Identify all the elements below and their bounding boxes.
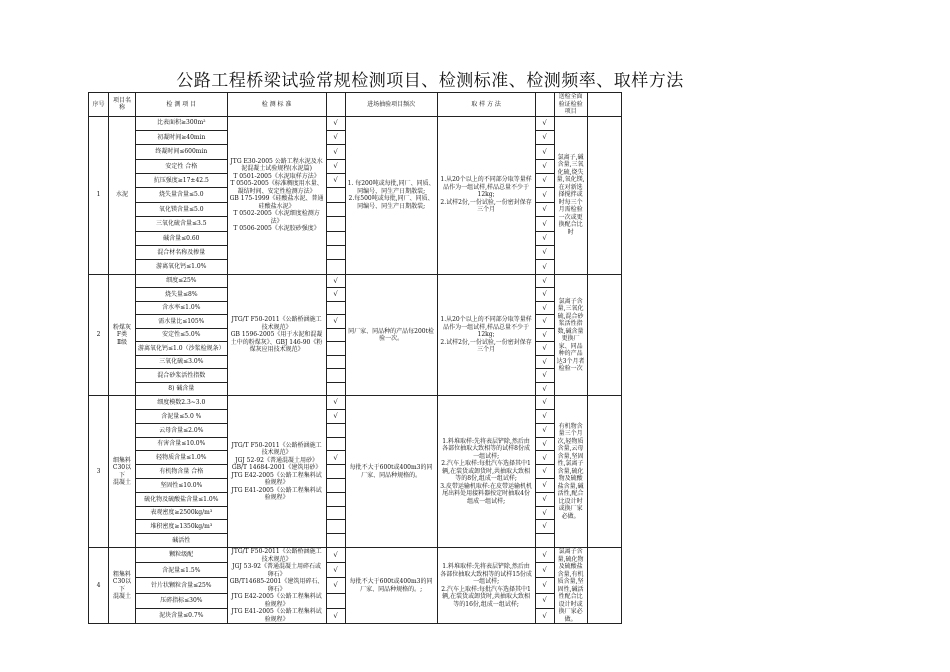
check-mark (326, 202, 345, 216)
test-item: 初凝时间≥40min (136, 130, 228, 144)
check-mark (326, 593, 345, 608)
check-mark (326, 520, 345, 534)
test-item: 泥块含量≤0.7% (136, 608, 228, 623)
lab-check-mark: √ (535, 396, 554, 410)
test-item: 8) 碱含量 (136, 382, 228, 396)
table-row (89, 548, 622, 563)
lab-check-mark: √ (535, 217, 554, 231)
lab-check-mark: √ (535, 479, 554, 493)
blank-cell (587, 548, 621, 624)
header-name: 项目名称 (109, 93, 136, 117)
check-mark: √ (326, 174, 345, 188)
check-mark (326, 492, 345, 506)
test-item: 安定性 合格 (136, 159, 228, 173)
header-sampling: 取 样 方 法 (437, 93, 535, 117)
test-item: 细度模数2.3~3.0 (136, 396, 228, 410)
group-name: 粗集料 C30以下 混凝土 (109, 548, 136, 624)
check-mark: √ (326, 130, 345, 144)
group-seq: 2 (89, 274, 109, 396)
group-name: 粉煤灰 F类 Ⅱ级 (109, 274, 136, 396)
lab-check-mark: √ (535, 231, 554, 245)
check-mark: √ (326, 159, 345, 173)
lab-items: 氯离子含量,硫化物及硫酸盐含量,有机质含量,坚固性,碱活性配合比设计时或换厂家必做。 (554, 548, 587, 624)
header-blank-2 (535, 93, 554, 117)
test-item: 安定性≤5.0% (136, 328, 228, 342)
check-mark: √ (326, 578, 345, 593)
lab-check-mark: √ (535, 159, 554, 173)
lab-check-mark: √ (535, 520, 554, 534)
table-row (89, 396, 622, 410)
lab-check-mark: √ (535, 202, 554, 216)
sampling-method: 1.从20个以上的不同部分取等量样品作为一组试样,样品总量不少于12kg; 2.试样2份,一份试验,一份密封保存三个月 (437, 274, 535, 396)
check-mark: √ (326, 274, 345, 288)
test-item: 三氧化硫含量≤3.5 (136, 217, 228, 231)
lab-items: 氯离子,碱含量,三氧化硫,烧失量,氧化镁,在对新选择搅拌或时每三个月需检验一次或更换配合比时 (554, 116, 587, 274)
lab-check-mark: √ (535, 506, 554, 520)
sampling-method: 1.从20个以上的不同部分取等量样品作为一组试样,样品总量不少于12kg; 2.试样2份,一份试验,一份密封保存三个月 (437, 116, 535, 274)
test-item: 混合材名称及掺量 (136, 246, 228, 260)
group-name: 水泥 (109, 116, 136, 274)
check-mark: √ (326, 410, 345, 424)
check-mark (326, 382, 345, 396)
check-mark: √ (326, 396, 345, 410)
lab-check-mark: √ (535, 145, 554, 159)
page-title: 公路工程桥梁试验常规检测项目、检测标准、检测频率、取样方法 (176, 71, 684, 91)
test-item: 碱含量≤0.60 (136, 231, 228, 245)
test-item: 颗粒级配 (136, 548, 228, 563)
test-item: 针片状颗粒含量≤25% (136, 578, 228, 593)
header-standard: 检 测 标 准 (227, 93, 326, 117)
sampling-frequency: 同厂家、同品种的产品每200t检验一次。 (345, 274, 437, 396)
lab-check-mark: √ (535, 410, 554, 424)
lab-check-mark: √ (535, 130, 554, 144)
lab-check-mark: √ (535, 274, 554, 288)
check-mark (326, 342, 345, 356)
group-seq: 1 (89, 116, 109, 274)
blank-cell (587, 396, 621, 548)
check-mark (326, 217, 345, 231)
check-mark (326, 260, 345, 274)
test-item: 有害含量≤10.0% (136, 437, 228, 451)
lab-check-mark: √ (535, 116, 554, 130)
check-mark: √ (326, 116, 345, 130)
test-item: 需水量比≤105% (136, 315, 228, 329)
lab-check-mark: √ (535, 608, 554, 623)
check-mark (326, 465, 345, 479)
lab-check-mark: √ (535, 451, 554, 465)
check-mark (326, 534, 345, 548)
lab-check-mark: √ (535, 465, 554, 479)
lab-items: 有机物含量三个月次,轻物质含量,云母含量,坚固性,氯离子含量,硫化物及硫酸盐含量,碱活性,配合比设计时或换厂家必做。 (554, 396, 587, 548)
lab-check-mark: √ (535, 342, 554, 356)
lab-check-mark: √ (535, 246, 554, 260)
header-blank-3 (587, 93, 621, 117)
test-item: 云母含量≤2.0% (136, 423, 228, 437)
check-mark (326, 188, 345, 202)
lab-items: 氯离子含量,三氧化硫,混合砂浆活性指数,碱含量更换厂家、同品种的产品达3个月者检验一次 (554, 274, 587, 396)
sampling-frequency: 每批不大于600t或400m3的同厂家、同品种规格的。 (345, 396, 437, 548)
group-seq: 3 (89, 396, 109, 548)
check-mark (326, 301, 345, 315)
test-item: 比表面积≥300m² (136, 116, 228, 130)
check-mark: √ (326, 608, 345, 623)
lab-check-mark: √ (535, 492, 554, 506)
test-item: 压碎指标≤30% (136, 593, 228, 608)
lab-check-mark: √ (535, 355, 554, 369)
check-mark (326, 231, 345, 245)
test-item: 有机物含量 合格 (136, 465, 228, 479)
lab-check-mark: √ (535, 174, 554, 188)
check-mark (326, 479, 345, 493)
test-item: 烧失量≤8% (136, 288, 228, 302)
sampling-method: 1.料堆取样:先将表层铲除,然后由各部位抽取大致相等的试样8份成一组试样; 2.汽车上取样:每批汽车选择其中1辆,在装货或卸货时,共抽取大致相等的8份,组成一组试样; 3.皮带运输机取样:在皮带运输机机尾出料处用接料器按定时抽取4份组成一组试样; (437, 396, 535, 548)
test-item: 终凝时间≤600min (136, 145, 228, 159)
check-mark: √ (326, 288, 345, 302)
test-item: 含水率≤1.0% (136, 301, 228, 315)
blank-cell (587, 274, 621, 396)
lab-check-mark: √ (535, 288, 554, 302)
lab-check-mark: √ (535, 423, 554, 437)
test-item: 含泥量≤5.0 % (136, 410, 228, 424)
lab-check-mark: √ (535, 563, 554, 578)
lab-check-mark: √ (535, 437, 554, 451)
test-item: 抗压强度≥17±42.5 (136, 174, 228, 188)
lab-check-mark (535, 534, 554, 548)
test-standard: JTG/T F50-2011《公路桥涵施工技术规范》 GB 1596-2005《用于水泥和混凝土中的粉煤灰》、GBJ 146-90《粉煤灰应用技术规范》 (227, 274, 326, 396)
lab-check-mark: √ (535, 328, 554, 342)
group-seq: 4 (89, 548, 109, 624)
test-item: 三氧化硫≤3.0% (136, 355, 228, 369)
check-mark (326, 369, 345, 383)
test-item: 游离氧化钙≤1.0% (136, 260, 228, 274)
check-mark: √ (326, 315, 345, 329)
test-item: 游离氧化钙≤1.0（沙浆检规条） (136, 342, 228, 356)
test-item: 轻物质含量≤1.0% (136, 451, 228, 465)
table-row (89, 116, 622, 130)
lab-check-mark: √ (535, 369, 554, 383)
header-items: 检 测 项 目 (136, 93, 228, 117)
test-item: 细度≤25% (136, 274, 228, 288)
group-name: 细集料 C30以下 混凝土 (109, 396, 136, 548)
check-mark (326, 355, 345, 369)
lab-check-mark: √ (535, 188, 554, 202)
lab-check-mark: √ (535, 260, 554, 274)
header-blank (326, 93, 345, 117)
lab-check-mark: √ (535, 315, 554, 329)
sampling-frequency: 每批不大于600t或400m3的同厂家、同品种规格的。; (345, 548, 437, 624)
lab-check-mark: √ (535, 593, 554, 608)
test-item: 坚固性≤10.0% (136, 479, 228, 493)
test-standard: JTG/T F50-2011《公路桥涵施工技术规范》 JGJ 52-92《普通混凝土用砂》 GB/T 14684-2001《建筑用砂》 JTG E42-2005《公路工程集料试验规程》 JTG E41-2005《公路工程集料试验规程》 (227, 396, 326, 548)
table-row (89, 274, 622, 288)
blank-cell (587, 116, 621, 274)
check-mark (326, 506, 345, 520)
sampling-method: 1.料堆取样:先将表层铲除,然后由各部位抽取大致相等的试样15份成一组试样; 2.汽车上取样:每批汽车选择其中1辆,在装货或卸货时,共抽取大致相等的16份,组成一组试样; (437, 548, 535, 624)
test-standard: JTG E30-2005 公路工程水泥及水泥混凝土试验规程(水泥篇) T 0501-2005《水泥取样方法》 T 0505-2005《标准稠度用水量、凝结时间、安定性检测方法》 GB 175-1999《硅酸盐水泥、普通硅酸盐水泥》 T 0502-2005《水泥细度检测方法》 T 0506-2005《水泥胶砂强度》 (227, 116, 326, 274)
test-item: 含泥量≤1.5% (136, 563, 228, 578)
test-standard: JTG/T F50-2011《公路桥涵施工技术规范》 JGJ 53-92《普通混凝土用碎石或卵石》 GB/T14685-2001《建筑用碎石、卵石》 JTG E42-2005《公路工程集料试验规程》 JTG E41-2005《公路工程集料试验规程》 (227, 548, 326, 624)
check-mark: √ (326, 563, 345, 578)
check-mark: √ (326, 451, 345, 465)
test-item: 碱活性 (136, 534, 228, 548)
check-mark (326, 328, 345, 342)
table-header-row (89, 93, 622, 117)
test-item: 硫化物及硫酸盐含量≤1.0% (136, 492, 228, 506)
header-seq: 序号 (89, 93, 109, 117)
check-mark (326, 437, 345, 451)
test-item: 烧失量含量≤5.0 (136, 188, 228, 202)
test-item: 堆积密度≥1350kg/m³ (136, 520, 228, 534)
header-lab: 送检全面验证检验项目 (554, 93, 587, 117)
test-item: 氧化镁含量≤5.0 (136, 202, 228, 216)
check-mark: √ (326, 145, 345, 159)
lab-check-mark: √ (535, 578, 554, 593)
test-item: 混合砂浆活性指数 (136, 369, 228, 383)
header-frequency: 进场抽验项目频次 (345, 93, 437, 117)
check-mark (326, 246, 345, 260)
inspection-table (88, 92, 622, 624)
sampling-frequency: 1. 每200吨或每批,同厂、同质、同编号、同生产日期散装; 2.每500吨或每批,同厂、同质、同编号、同生产日期散装; (345, 116, 437, 274)
lab-check-mark: √ (535, 548, 554, 563)
lab-check-mark: √ (535, 301, 554, 315)
check-mark (326, 423, 345, 437)
check-mark: √ (326, 548, 345, 563)
lab-check-mark: √ (535, 382, 554, 396)
test-item: 表观密度≥2500kg/m³ (136, 506, 228, 520)
